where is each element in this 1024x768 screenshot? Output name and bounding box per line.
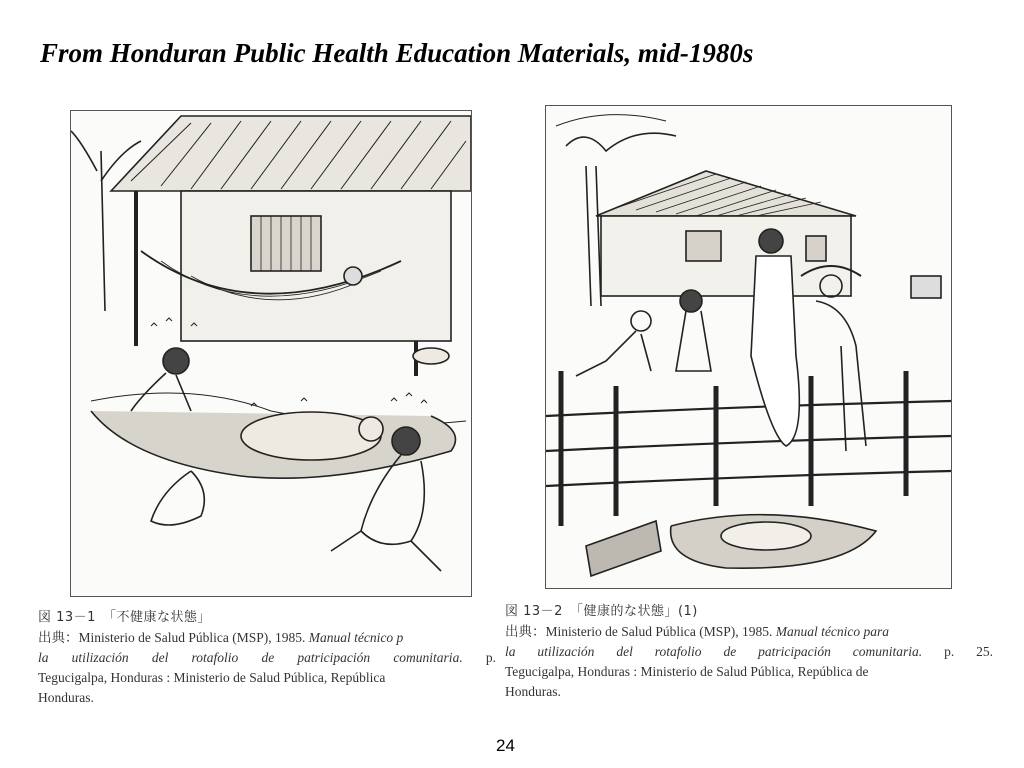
figure-1-title-part1: Manual técnico p	[308, 630, 404, 645]
figure-2-caption	[505, 602, 993, 702]
figure-1-page-ref: p.	[485, 650, 496, 665]
unhealthy-scene-drawing	[71, 111, 471, 596]
figure-1-title-line	[38, 648, 496, 668]
slide-title: From Honduran Public Health Education Materials, mid-1980s	[40, 38, 754, 68]
figure-1-title-part2: la utilización del rotafolio de patricipación comunitaria.	[38, 650, 463, 665]
figure-2-title-line	[505, 642, 993, 662]
figure-2-country: Honduras.	[505, 684, 561, 699]
figure-2-source-line	[505, 622, 993, 642]
figure-2-label: 図 13－2 「健康的な状態」(1)	[505, 604, 698, 619]
figure-2-title-part1: Manual técnico para	[775, 624, 889, 639]
figure-1-caption	[38, 608, 496, 708]
figure-1-label: 図 13－1 「不健康な状態」	[38, 610, 211, 625]
figure-healthy-illustration	[545, 105, 952, 589]
figure-2-publisher: Tegucigalpa, Honduras : Ministerio de Salud Pública, República de	[505, 664, 869, 679]
figure-1-country: Honduras.	[38, 690, 94, 705]
figure-1-publisher: Tegucigalpa, Honduras : Ministerio de Salud Pública, República	[38, 670, 386, 685]
healthy-scene-drawing	[546, 106, 951, 588]
page-number: 24	[496, 736, 515, 755]
figure-2-title-part2: la utilización del rotafolio de patricipación comunitaria.	[505, 644, 923, 659]
figure-1-source-line	[38, 628, 496, 648]
figure-2-source-prefix: 出典：Ministerio de Salud Pública (MSP), 1985.	[505, 624, 773, 639]
figure-unhealthy-illustration	[70, 110, 472, 597]
figure-1-source-prefix: 出典：Ministerio de Salud Pública (MSP), 1985.	[38, 630, 306, 645]
figure-2-page-ref: p. 25.	[944, 644, 993, 659]
